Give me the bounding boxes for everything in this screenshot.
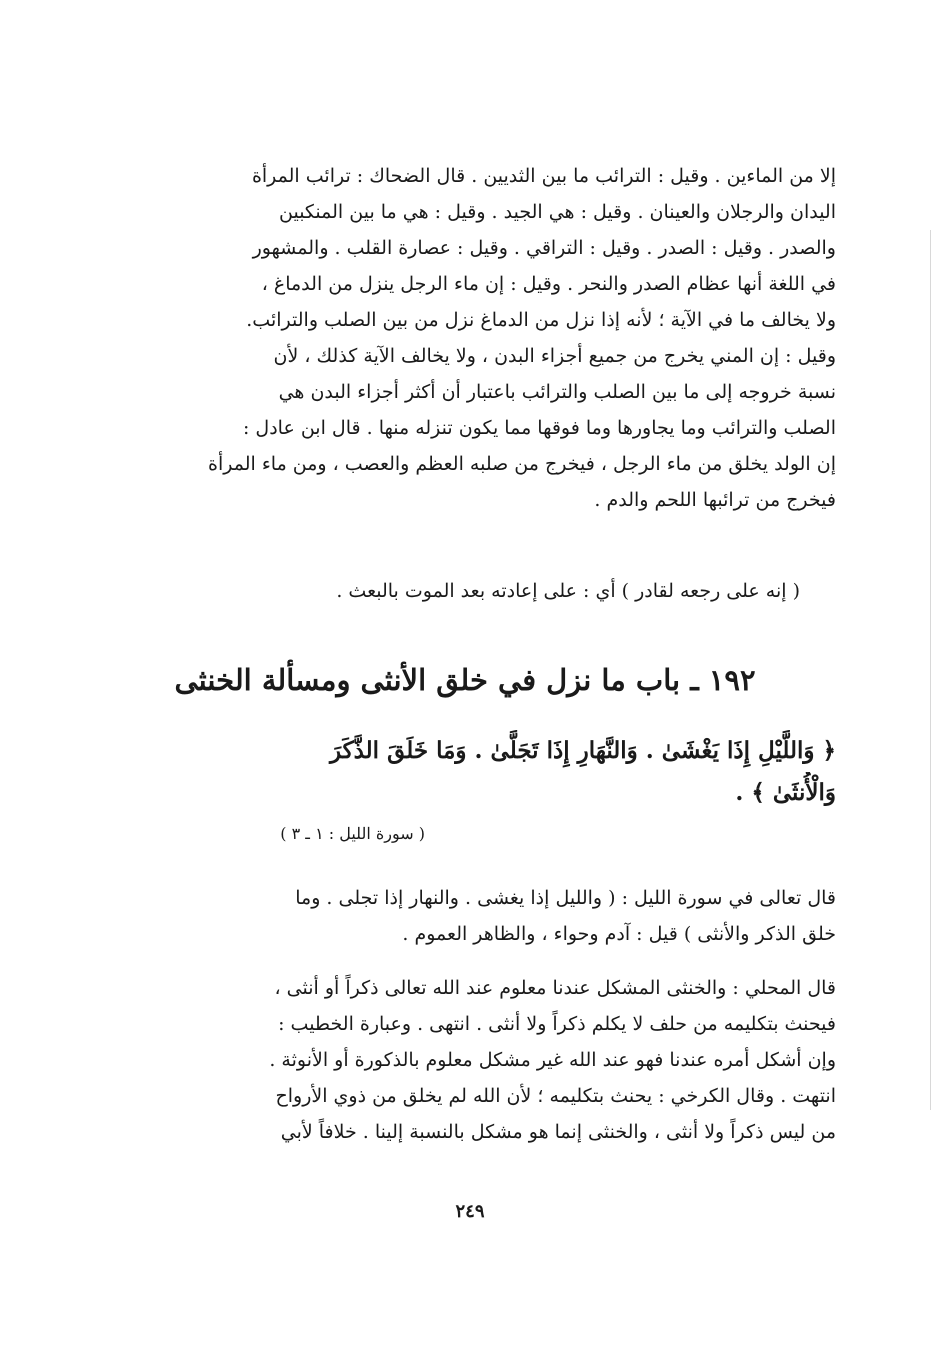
text-line: خلق الذكر والأنثى ) قيل : آدم وحواء ، والظاهر العموم . <box>402 923 836 945</box>
text-line: وقيل : إن المني يخرج من جميع أجزاء البدن ، ولا يخالف الآية كذلك ، لأن <box>273 345 836 367</box>
text-line: قال المحلي : والخنثى المشكل عندنا معلوم عند الله تعالى ذكراً أو أنثى ، <box>274 977 836 999</box>
paragraph-rajih <box>88 573 800 609</box>
paragraph-khuntha <box>124 970 836 1150</box>
text-line: نسبة خروجه إلى ما بين الصلب والترائب باعتبار أن أكثر أجزاء البدن هي <box>278 381 836 403</box>
text-line: فيحنث بتكليمه من حلف لا يكلم ذكراً ولا أنثى . انتهى . وعبارة الخطيب : <box>278 1013 836 1035</box>
text-line: ولا يخالف ما في الآية ؛ لأنه إذا نزل من الدماغ نزل من بين الصلب والترائب. <box>246 309 836 331</box>
text-line: من ليس ذكراً ولا أنثى ، والخنثى إنما هو مشكل بالنسبة إلينا . خلافاً لأبي <box>280 1121 836 1143</box>
text-line: فيخرج من ترائبها اللحم والدم . <box>594 489 836 511</box>
text-line: ( إنه على رجعه لقادر ) أي : على إعادته بعد الموت بالبعث . <box>336 580 800 602</box>
paragraph-tafsir-layl <box>124 880 836 952</box>
paragraph-tafsir-taraib <box>124 158 836 518</box>
text-line: وإن أشكل أمره عندنا فهو عند الله غير مشكل معلوم بالذكورة أو الأنوثة . <box>269 1049 836 1071</box>
text-line: إلا من الماءين . وقيل : الترائب ما بين الثديين . قال الضحاك : ترائب المرأة <box>251 165 836 187</box>
text-line: انتهت . وقال الكرخي : يحنث بتكليمه ؛ لأن الله لم يخلق من ذوي الأرواح <box>275 1085 836 1107</box>
quran-verse <box>106 730 836 814</box>
page-number: ٢٤٩ <box>455 1201 485 1222</box>
text-line: إن الولد يخلق من ماء الرجل ، فيخرج من صلبه العظم والعصب ، ومن ماء المرأة <box>208 453 836 475</box>
verse-line: وَالْأُنثَىٰ ﴾ . <box>735 779 836 806</box>
text-line: في اللغة أنها عظام الصدر والنحر . وقيل : إن ماء الرجل ينزل من الدماغ ، <box>261 273 836 295</box>
text-line: اليدان والرجلان والعينان . وقيل : هي الجيد . وقيل : هي ما بين المنكبين <box>279 201 836 223</box>
chapter-heading: ١٩٢ ـ باب ما نزل في خلق الأنثى ومسألة الخنثى <box>174 663 756 697</box>
page-edge-divider <box>930 230 931 1110</box>
verse-line: ﴿ وَاللَّيْلِ إِذَا يَغْشَىٰ . وَالنَّهَارِ إِذَا تَجَلَّىٰ . وَمَا خَلَقَ الذَّكَرَ <box>329 737 836 764</box>
text-line: الصلب والترائب وما يجاورها وما فوقها مما يكون تنزله منها . قال ابن عادل : <box>242 417 836 439</box>
surah-reference: ( سورة الليل : ١ ـ ٣ ) <box>280 824 425 843</box>
text-line: قال تعالى في سورة الليل : ( والليل إذا يغشى . والنهار إذا تجلى . وما <box>295 887 836 909</box>
text-line: والصدر . وقيل : الصدر . وقيل : التراقي . وقيل : عصارة القلب . والمشهور <box>252 237 836 259</box>
